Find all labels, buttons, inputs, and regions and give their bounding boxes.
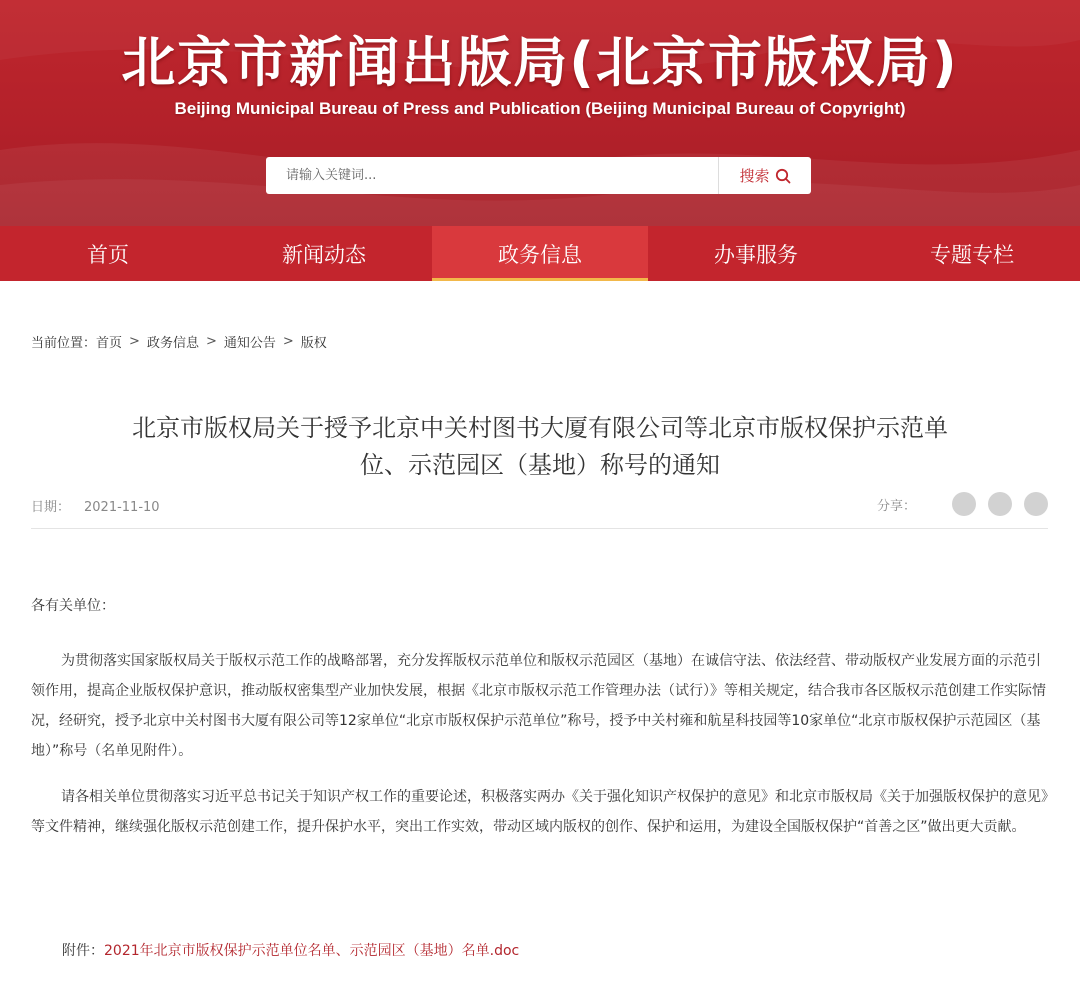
share-label: 分享： xyxy=(876,498,916,514)
share-wechat-icon[interactable] xyxy=(952,492,976,516)
search-button[interactable] xyxy=(718,157,811,194)
nav-item-government-info[interactable]: 政务信息 xyxy=(432,226,648,281)
breadcrumb-separator: > xyxy=(129,334,140,349)
breadcrumb-item-home[interactable]: 首页 xyxy=(96,336,123,351)
breadcrumb-separator: > xyxy=(205,334,217,349)
share-qq-icon[interactable] xyxy=(1024,492,1048,516)
breadcrumb-item-notices[interactable]: 通知公告 xyxy=(223,336,276,351)
salutation: 各有关单位： xyxy=(31,598,115,614)
nav-item-news[interactable]: 新闻动态 xyxy=(282,242,366,267)
breadcrumb-item-government-info[interactable]: 政务信息 xyxy=(146,336,199,351)
attachment xyxy=(62,940,519,962)
attachment-link[interactable]: 2021年北京市版权保护示范单位名单、示范园区（基地）名单.doc xyxy=(104,943,520,959)
nav-item-special-topics[interactable]: 专题专栏 xyxy=(930,242,1014,267)
search-button-label: 搜索 xyxy=(739,167,770,185)
share-bar xyxy=(877,492,1048,516)
date-label: 日期： xyxy=(31,500,71,515)
attachment-label: 附件： xyxy=(62,943,104,959)
site-subtitle: Beijing Municipal Bureau of Press and Publication (Beijing Municipal Bureau of Copyright) xyxy=(174,99,906,118)
search-bar xyxy=(266,157,811,194)
nav-item-home[interactable]: 首页 xyxy=(87,242,129,267)
article-title xyxy=(80,410,1000,484)
breadcrumb-item-copyright[interactable]: 版权 xyxy=(300,336,327,351)
header-banner xyxy=(0,0,1080,226)
article-title-line-2: 位、示范园区（基地）称号的通知 xyxy=(360,451,720,479)
search-input[interactable] xyxy=(266,157,718,194)
search-icon xyxy=(775,168,791,184)
main-nav xyxy=(0,226,1080,281)
article-title-line-1: 北京市版权局关于授予北京中关村图书大厦有限公司等北京市版权保护示范单 xyxy=(132,414,948,442)
site-title[interactable]: 北京市新闻出版局(北京市版权局) xyxy=(121,31,959,94)
date-value: 2021-11-10 xyxy=(84,500,160,515)
article-meta xyxy=(31,496,1048,529)
paragraph-2: 请各相关单位贯彻落实习近平总书记关于知识产权工作的重要论述，积极落实两办《关于强化知识产权保护的意见》和北京市版权局《关于加强版权保护的意见》等文件精神，继续强化版权示范创建工作，提升保护水平，突出工作实效，带动区域内版权的创作、保护和运用，为建设全国版权保护“首善之区”做出更大贡献。 xyxy=(31,789,1048,835)
share-weibo-icon[interactable] xyxy=(988,492,1012,516)
nav-item-services[interactable]: 办事服务 xyxy=(714,242,798,267)
article-body xyxy=(31,592,1048,858)
publish-date xyxy=(31,496,160,515)
breadcrumb-separator: > xyxy=(282,334,294,349)
breadcrumb-label: 当前位置： xyxy=(31,336,97,351)
paragraph-1: 为贯彻落实国家版权局关于版权示范工作的战略部署，充分发挥版权示范单位和版权示范园区（基地）在诚信守法、依法经营、带动版权产业发展方面的示范引领作用，提高企业版权保护意识，推动版权密集型产业加快发展，根据《北京市版权示范工作管理办法（试行）》等相关规定，结合我市各区版权示范创建工作实际情况，经研究，授予北京中关村图书大厦有限公司等12家单位“北京市版权保护示范单位”称号，授予中关村雍和航星科技园等10家单位“北京市版权保护示范园区（基地）”称号（名单见附件）。 xyxy=(31,653,1046,759)
breadcrumb xyxy=(31,332,327,351)
